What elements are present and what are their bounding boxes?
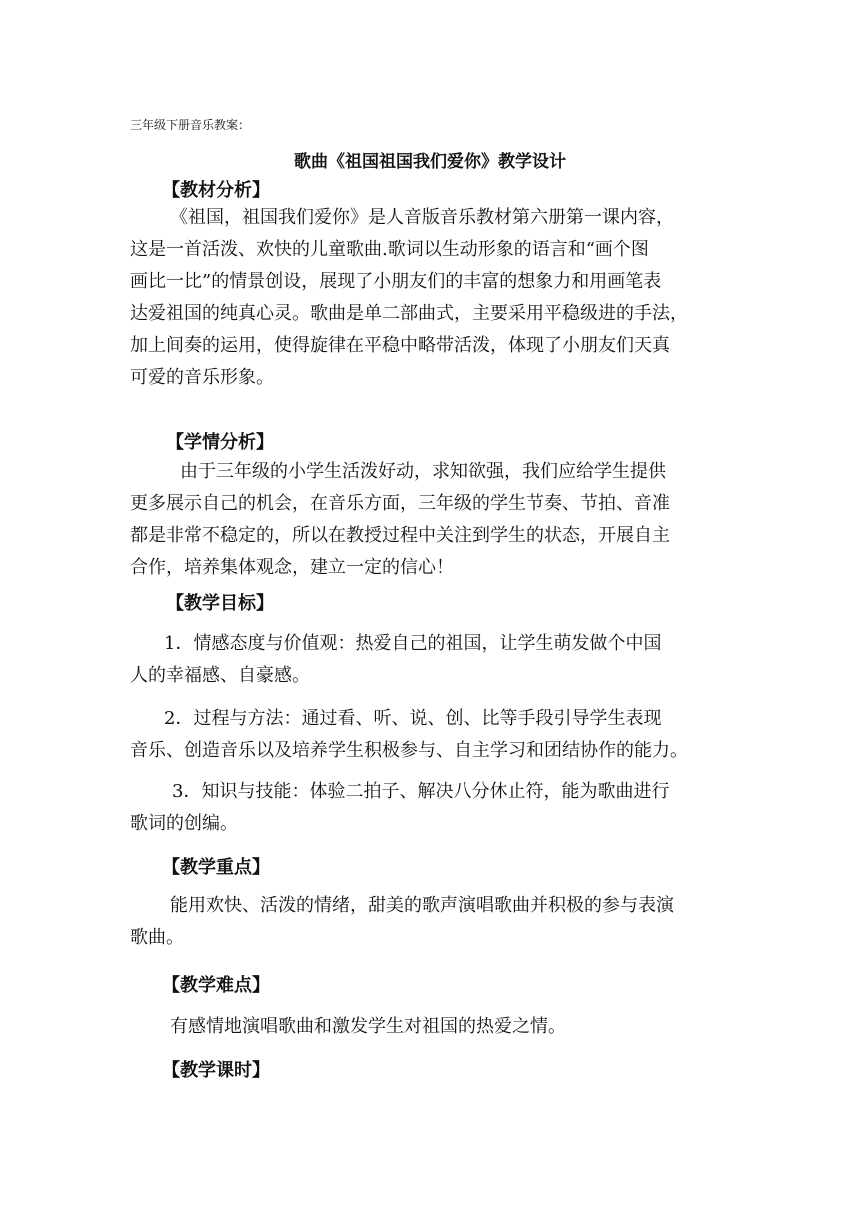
text-line: 合作，培养集体观念，建立一定的信心！ <box>130 557 454 578</box>
text-line: 歌词的创编。 <box>130 813 238 834</box>
text-line: 都是非常不稳定的，所以在教授过程中关注到学生的状态，开展自主 <box>130 525 670 546</box>
heading-textbook-analysis: 【教材分析】 <box>162 180 270 201</box>
document-title: 歌曲《祖国祖国我们爱你》教学设计 <box>294 152 566 172</box>
text-line: 音乐、创造音乐以及培养学生积极参与、自主学习和团结协作的能力。 <box>130 740 688 761</box>
text-line: 画比一比”的情景创设，展现了小朋友们的丰富的想象力和用画笔表 <box>130 271 662 292</box>
goal-1 <box>130 628 730 692</box>
text-line: 2．过程与方法：通过看、听、说、创、比等手段引导学生表现 <box>164 708 662 729</box>
text-line: 可爱的音乐形象。 <box>130 367 274 388</box>
text-line: 达爱祖国的纯真心灵。歌曲是单二部曲式，主要采用平稳级进的手法， <box>130 303 688 324</box>
header-note: 三年级下册音乐教案： <box>130 118 251 132</box>
paragraph-key-points <box>130 890 730 954</box>
text-line: 更多展示自己的机会，在音乐方面，三年级的学生节奏、节拍、音准 <box>130 493 670 514</box>
heading-key-points: 【教学重点】 <box>162 857 270 878</box>
heading-teaching-goals: 【教学目标】 <box>166 593 274 614</box>
text-line: 这是一首活泼、欢快的儿童歌曲.歌词以生动形象的语言和“画个图 <box>130 239 649 260</box>
heading-difficulties: 【教学难点】 <box>162 975 270 996</box>
paragraph-textbook-analysis <box>130 202 730 394</box>
text-line: 能用欢快、活泼的情绪，甜美的歌声演唱歌曲并积极的参与表演 <box>170 895 674 916</box>
text-line: 人的幸福感、自豪感。 <box>130 665 310 686</box>
goal-3 <box>130 776 730 840</box>
text-line: 1．情感态度与价值观：热爱自己的祖国，让学生萌发做个中国 <box>164 633 662 654</box>
text-line: 《祖国，祖国我们爱你》是人音版音乐教材第六册第一课内容， <box>170 207 674 228</box>
text-line: 有感情地演唱歌曲和激发学生对祖国的热爱之情。 <box>170 1016 566 1037</box>
text-line: 歌曲。 <box>130 927 184 948</box>
text-line: 加上间奏的运用，使得旋律在平稳中略带活泼，体现了小朋友们天真 <box>130 335 670 356</box>
text-line: 由于三年级的小学生活泼好动，求知欲强，我们应给学生提供 <box>180 461 666 482</box>
text-line: 3．知识与技能：体验二拍子、解决八分休止符，能为歌曲进行 <box>172 781 670 802</box>
goal-2 <box>130 703 730 767</box>
heading-class-hours: 【教学课时】 <box>162 1060 270 1081</box>
paragraph-student-analysis <box>130 456 730 584</box>
heading-student-analysis: 【学情分析】 <box>166 432 274 453</box>
paragraph-difficulties <box>130 1011 730 1043</box>
